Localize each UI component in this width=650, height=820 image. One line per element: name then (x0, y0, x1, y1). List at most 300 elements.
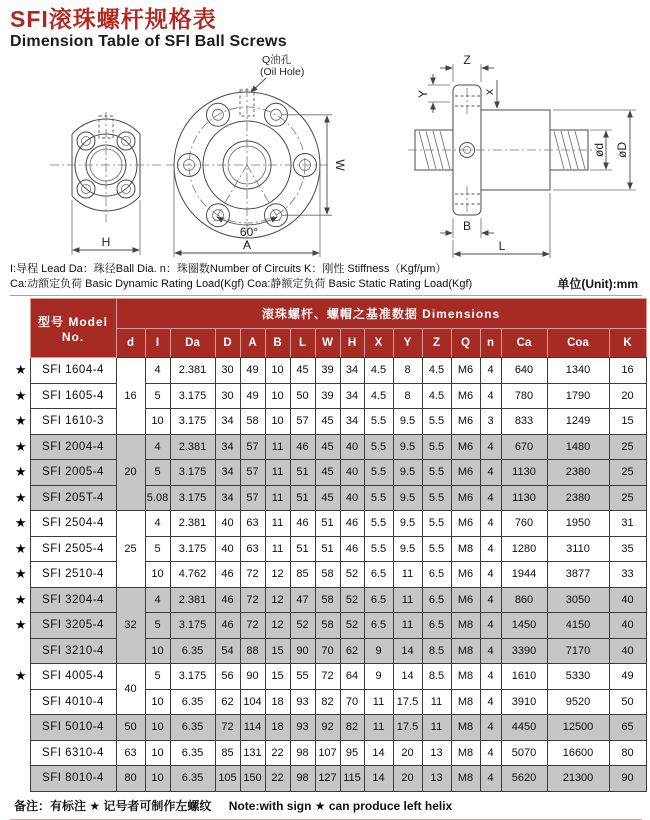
value-cell: 90 (240, 664, 265, 690)
value-cell: 10 (265, 358, 290, 384)
value-cell: 64 (340, 664, 364, 690)
value-cell: 72 (240, 613, 265, 639)
value-cell: 6.35 (170, 689, 215, 715)
value-cell: 20 (393, 740, 422, 766)
dim-label-L: L (498, 239, 506, 253)
value-cell: 640 (501, 358, 547, 384)
value-cell: 14 (364, 766, 393, 792)
left-helix-star: ★ (12, 664, 30, 690)
value-cell: 52 (340, 613, 364, 639)
value-cell: 14 (393, 664, 422, 690)
value-cell: 93 (290, 689, 315, 715)
value-cell: 3390 (501, 638, 547, 664)
value-cell: 13 (422, 766, 451, 792)
value-cell: 4 (480, 613, 501, 639)
value-cell: 6.5 (422, 562, 451, 588)
left-helix-star: ★ (12, 383, 30, 409)
value-cell: 5.5 (422, 536, 451, 562)
value-cell: 1790 (547, 383, 609, 409)
value-cell: 47 (290, 587, 315, 613)
value-cell: 51 (315, 536, 340, 562)
value-cell: 10 (145, 562, 170, 588)
value-cell: 5 (145, 460, 170, 486)
model-cell: SFI 205T-4 (30, 485, 116, 511)
value-cell: 55 (290, 664, 315, 690)
value-cell: 58 (315, 613, 340, 639)
value-cell: 9.5 (393, 460, 422, 486)
model-cell: SFI 6310-4 (30, 740, 116, 766)
value-cell: 833 (501, 409, 547, 435)
value-cell: 107 (315, 740, 340, 766)
star-gutter-cell (12, 766, 30, 792)
value-cell: 9.5 (393, 434, 422, 460)
value-cell: M8 (451, 613, 480, 639)
column-header-I: I (145, 329, 170, 358)
value-cell: 11 (393, 562, 422, 588)
column-header-B: B (265, 329, 290, 358)
value-cell: 98 (290, 740, 315, 766)
value-cell: 150 (240, 766, 265, 792)
model-cell: SFI 2510-4 (30, 562, 116, 588)
value-cell: M6 (451, 485, 480, 511)
flange-front-view (166, 53, 347, 257)
value-cell: 4 (145, 434, 170, 460)
technical-drawings (10, 52, 642, 260)
model-cell: SFI 3205-4 (30, 613, 116, 639)
value-cell: 45 (315, 434, 340, 460)
value-cell: 4.5 (422, 358, 451, 384)
column-header-Da: Da (170, 329, 215, 358)
value-cell: 5330 (547, 664, 609, 690)
value-cell: 5.5 (364, 511, 393, 537)
value-cell: 9.5 (393, 511, 422, 537)
value-cell: 8.5 (422, 664, 451, 690)
model-cell: SFI 4010-4 (30, 689, 116, 715)
value-cell: 4 (145, 511, 170, 537)
header-group-row (12, 299, 646, 329)
page-title: SFI滚珠螺杆规格表 (10, 6, 217, 32)
column-header-Q: Q (451, 329, 480, 358)
value-cell: 4 (480, 664, 501, 690)
value-cell: 92 (315, 715, 340, 741)
value-cell: 51 (290, 536, 315, 562)
footer-note-en: Note:with sign ★ can produce left helix (228, 798, 453, 813)
value-cell: 10 (145, 638, 170, 664)
dim-label-H: H (101, 235, 111, 249)
value-cell: 30 (215, 358, 240, 384)
value-cell: 50 (290, 383, 315, 409)
value-cell: 80 (609, 740, 646, 766)
value-cell: 5 (145, 613, 170, 639)
table-row (12, 536, 646, 562)
value-cell: 115 (340, 766, 364, 792)
value-cell: 16600 (547, 740, 609, 766)
value-cell: 63 (240, 536, 265, 562)
value-cell: 5.5 (364, 409, 393, 435)
value-cell: 760 (501, 511, 547, 537)
value-cell: 52 (340, 587, 364, 613)
value-cell: 5.5 (422, 460, 451, 486)
value-cell: 1944 (501, 562, 547, 588)
dim-label-60: 60° (239, 225, 259, 239)
value-cell: 8 (393, 358, 422, 384)
model-cell: SFI 2505-4 (30, 536, 116, 562)
value-cell: 4.5 (364, 358, 393, 384)
value-cell: 1450 (501, 613, 547, 639)
model-cell: SFI 1604-4 (30, 358, 116, 384)
d-cell: 80 (116, 766, 145, 792)
value-cell: 51 (290, 485, 315, 511)
value-cell: 11 (265, 536, 290, 562)
value-cell: 11 (422, 689, 451, 715)
value-cell: 57 (240, 485, 265, 511)
left-helix-star: ★ (12, 562, 30, 588)
value-cell: 10 (145, 689, 170, 715)
nut-side-view (408, 53, 636, 258)
value-cell: 4 (145, 587, 170, 613)
value-cell: 2.381 (170, 434, 215, 460)
value-cell: 58 (240, 409, 265, 435)
value-cell: 93 (290, 715, 315, 741)
value-cell: M6 (451, 511, 480, 537)
left-helix-star: ★ (12, 587, 30, 613)
value-cell: 39 (315, 358, 340, 384)
column-header-H: H (340, 329, 364, 358)
value-cell: M6 (451, 434, 480, 460)
value-cell: 6.35 (170, 638, 215, 664)
value-cell: 31 (609, 511, 646, 537)
value-cell: 5.5 (422, 485, 451, 511)
value-cell: 15 (609, 409, 646, 435)
value-cell: 3110 (547, 536, 609, 562)
value-cell: 3.175 (170, 409, 215, 435)
unit-note: 单位(Unit):mm (557, 277, 638, 291)
value-cell: 12 (265, 613, 290, 639)
value-cell: 11 (393, 587, 422, 613)
table-row (12, 715, 646, 741)
value-cell: M8 (451, 766, 480, 792)
value-cell: 34 (340, 358, 364, 384)
value-cell: 51 (290, 460, 315, 486)
model-cell: SFI 3210-4 (30, 638, 116, 664)
value-cell: M6 (451, 409, 480, 435)
oil-hole-label-en: (Oil Hole) (260, 66, 305, 78)
dimensions-group-header: 滚珠螺杆、螺帽之基准数据 Dimensions (116, 299, 646, 329)
value-cell: 58 (315, 562, 340, 588)
legend (10, 262, 642, 292)
table-row (12, 434, 646, 460)
column-header-K: K (609, 329, 646, 358)
left-helix-star: ★ (12, 460, 30, 486)
value-cell: 11 (364, 689, 393, 715)
table-row (12, 587, 646, 613)
value-cell: 4 (145, 358, 170, 384)
value-cell: 34 (340, 409, 364, 435)
value-cell: 25 (609, 434, 646, 460)
value-cell: 15 (265, 664, 290, 690)
d-cell: 25 (116, 511, 145, 588)
value-cell: 5.5 (422, 409, 451, 435)
left-helix-star: ★ (12, 536, 30, 562)
value-cell: 9.5 (393, 536, 422, 562)
value-cell: 51 (315, 511, 340, 537)
value-cell: 46 (215, 587, 240, 613)
oil-hole-label-zh: Q油孔 (262, 54, 292, 66)
value-cell: 70 (315, 638, 340, 664)
value-cell: 62 (340, 638, 364, 664)
value-cell: 4 (480, 715, 501, 741)
d-cell: 63 (116, 740, 145, 766)
value-cell: 17.5 (393, 715, 422, 741)
value-cell: 4 (480, 358, 501, 384)
value-cell: 50 (609, 689, 646, 715)
value-cell: 90 (609, 766, 646, 792)
value-cell: 105 (215, 766, 240, 792)
table-row (12, 638, 646, 664)
value-cell: 57 (240, 434, 265, 460)
value-cell: 16 (609, 358, 646, 384)
value-cell: 3.175 (170, 460, 215, 486)
model-cell: SFI 1605-4 (30, 383, 116, 409)
value-cell: 4.5 (364, 383, 393, 409)
value-cell: 114 (240, 715, 265, 741)
value-cell: 3.175 (170, 536, 215, 562)
value-cell: 9 (364, 664, 393, 690)
value-cell: 98 (290, 766, 315, 792)
value-cell: 13 (422, 740, 451, 766)
value-cell: 34 (215, 485, 240, 511)
value-cell: 3.175 (170, 485, 215, 511)
value-cell: 4 (480, 562, 501, 588)
value-cell: 10 (265, 383, 290, 409)
dim-label-A: A (242, 238, 252, 252)
value-cell: 6.5 (364, 562, 393, 588)
value-cell: 6.5 (364, 587, 393, 613)
model-cell: SFI 2005-4 (30, 460, 116, 486)
value-cell: 104 (240, 689, 265, 715)
value-cell: 72 (215, 715, 240, 741)
value-cell: 11 (393, 613, 422, 639)
value-cell: 6.5 (422, 587, 451, 613)
value-cell: 58 (315, 587, 340, 613)
column-header-Coa: Coa (547, 329, 609, 358)
value-cell: 40 (340, 485, 364, 511)
value-cell: 10 (265, 409, 290, 435)
oil-hole-callout (251, 53, 304, 92)
value-cell: M8 (451, 536, 480, 562)
legend-line-1: I:导程 Lead Da：珠径Ball Dia. n：珠圈数Number of Circuits K：刚性 Stiffness（Kgf/μm） (10, 263, 447, 275)
value-cell: 2.381 (170, 358, 215, 384)
table-row (12, 409, 646, 435)
value-cell: 54 (215, 638, 240, 664)
table-row (12, 664, 646, 690)
value-cell: 5 (145, 664, 170, 690)
value-cell: 4 (480, 740, 501, 766)
value-cell: 35 (609, 536, 646, 562)
value-cell: 3.175 (170, 664, 215, 690)
value-cell: 39 (315, 383, 340, 409)
value-cell: 14 (364, 740, 393, 766)
value-cell: 46 (215, 613, 240, 639)
value-cell: 1130 (501, 485, 547, 511)
value-cell: 49 (240, 358, 265, 384)
model-column-header: 型号 Model No. (30, 299, 116, 358)
value-cell: 40 (609, 587, 646, 613)
value-cell: 2.381 (170, 511, 215, 537)
value-cell: 5.5 (364, 536, 393, 562)
value-cell: 3.175 (170, 383, 215, 409)
value-cell: 5.5 (422, 434, 451, 460)
value-cell: 670 (501, 434, 547, 460)
value-cell: 11 (265, 460, 290, 486)
value-cell: 5070 (501, 740, 547, 766)
star-gutter-header (12, 299, 30, 358)
table-body (12, 358, 646, 792)
dim-label-B: B (462, 219, 472, 233)
value-cell: 780 (501, 383, 547, 409)
value-cell: 4150 (547, 613, 609, 639)
value-cell: 57 (240, 460, 265, 486)
value-cell: 4 (480, 766, 501, 792)
value-cell: 4 (480, 434, 501, 460)
column-header-Y: Y (393, 329, 422, 358)
value-cell: 2.381 (170, 587, 215, 613)
flange-side-cut-view (44, 112, 168, 255)
dim-d (590, 130, 612, 170)
column-header-n: n (480, 329, 501, 358)
table-row (12, 485, 646, 511)
value-cell: 49 (240, 383, 265, 409)
value-cell: 3.175 (170, 613, 215, 639)
value-cell: M6 (451, 383, 480, 409)
value-cell: 40 (215, 511, 240, 537)
value-cell: 1950 (547, 511, 609, 537)
value-cell: 860 (501, 587, 547, 613)
dim-label-od: ød (592, 142, 606, 158)
value-cell: 18 (265, 689, 290, 715)
model-cell: SFI 1610-3 (30, 409, 116, 435)
left-helix-star: ★ (12, 358, 30, 384)
value-cell: 9520 (547, 689, 609, 715)
table-row (12, 358, 646, 384)
value-cell: 70 (340, 689, 364, 715)
d-cell: 40 (116, 664, 145, 715)
value-cell: 40 (340, 434, 364, 460)
value-cell: 11 (265, 511, 290, 537)
value-cell: 72 (315, 664, 340, 690)
value-cell: 12 (265, 587, 290, 613)
value-cell: 33 (609, 562, 646, 588)
value-cell: 14 (393, 638, 422, 664)
value-cell: 21300 (547, 766, 609, 792)
value-cell: 10 (145, 740, 170, 766)
value-cell: 30 (215, 383, 240, 409)
value-cell: 9.5 (393, 409, 422, 435)
table-row (12, 511, 646, 537)
value-cell: 49 (609, 664, 646, 690)
star-gutter-cell (12, 689, 30, 715)
legend-line-2: Ca:动额定负荷 Basic Dynamic Rating Load(Kgf) Coa:静额定负荷 Basic Static Rating Load(Kgf) (10, 278, 473, 290)
dimension-table (12, 298, 647, 792)
value-cell: M6 (451, 358, 480, 384)
dim-Z (440, 53, 494, 82)
value-cell: 4 (480, 485, 501, 511)
model-cell: SFI 2504-4 (30, 511, 116, 537)
value-cell: 10 (145, 766, 170, 792)
value-cell: 34 (215, 434, 240, 460)
value-cell: 7170 (547, 638, 609, 664)
value-cell: 95 (340, 740, 364, 766)
value-cell: 62 (215, 689, 240, 715)
value-cell: 20 (393, 766, 422, 792)
value-cell: 57 (290, 409, 315, 435)
column-header-L: L (290, 329, 315, 358)
value-cell: 45 (315, 485, 340, 511)
value-cell: 131 (240, 740, 265, 766)
table-row (12, 460, 646, 486)
value-cell: 25 (609, 460, 646, 486)
value-cell: 46 (290, 511, 315, 537)
value-cell: 3910 (501, 689, 547, 715)
value-cell: 20 (609, 383, 646, 409)
value-cell: 5.08 (145, 485, 170, 511)
value-cell: 34 (340, 383, 364, 409)
value-cell: 11 (265, 485, 290, 511)
value-cell: 40 (340, 460, 364, 486)
value-cell: 3050 (547, 587, 609, 613)
value-cell: 6.35 (170, 766, 215, 792)
dim-label-W: W (333, 159, 347, 171)
value-cell: 6.35 (170, 740, 215, 766)
value-cell: 88 (240, 638, 265, 664)
value-cell: 63 (240, 511, 265, 537)
table-row (12, 383, 646, 409)
dim-H (72, 200, 140, 255)
value-cell: 8.5 (422, 638, 451, 664)
value-cell: 52 (290, 613, 315, 639)
dim-label-oD: øD (615, 142, 629, 158)
page-subtitle: Dimension Table of SFI Ball Screws (10, 33, 287, 50)
column-header-Ca: Ca (501, 329, 547, 358)
value-cell: 52 (340, 562, 364, 588)
value-cell: 1280 (501, 536, 547, 562)
value-cell: 5.5 (364, 460, 393, 486)
value-cell: 46 (340, 511, 364, 537)
value-cell: 90 (290, 638, 315, 664)
dim-Y (416, 74, 450, 113)
model-cell: SFI 3204-4 (30, 587, 116, 613)
value-cell: 45 (315, 460, 340, 486)
left-helix-star: ★ (12, 485, 30, 511)
dim-B (440, 218, 494, 238)
model-cell: SFI 2004-4 (30, 434, 116, 460)
star-gutter-cell (12, 638, 30, 664)
value-cell: 1480 (547, 434, 609, 460)
value-cell: 46 (290, 434, 315, 460)
value-cell: 9 (364, 638, 393, 664)
value-cell: 22 (265, 740, 290, 766)
value-cell: 15 (265, 638, 290, 664)
column-header-D: D (215, 329, 240, 358)
value-cell: 127 (315, 766, 340, 792)
value-cell: 5 (145, 536, 170, 562)
footer-note (14, 797, 642, 814)
value-cell: 10 (145, 715, 170, 741)
value-cell: 8 (393, 383, 422, 409)
value-cell: 6.5 (364, 613, 393, 639)
value-cell: 40 (215, 536, 240, 562)
value-cell: 4450 (501, 715, 547, 741)
